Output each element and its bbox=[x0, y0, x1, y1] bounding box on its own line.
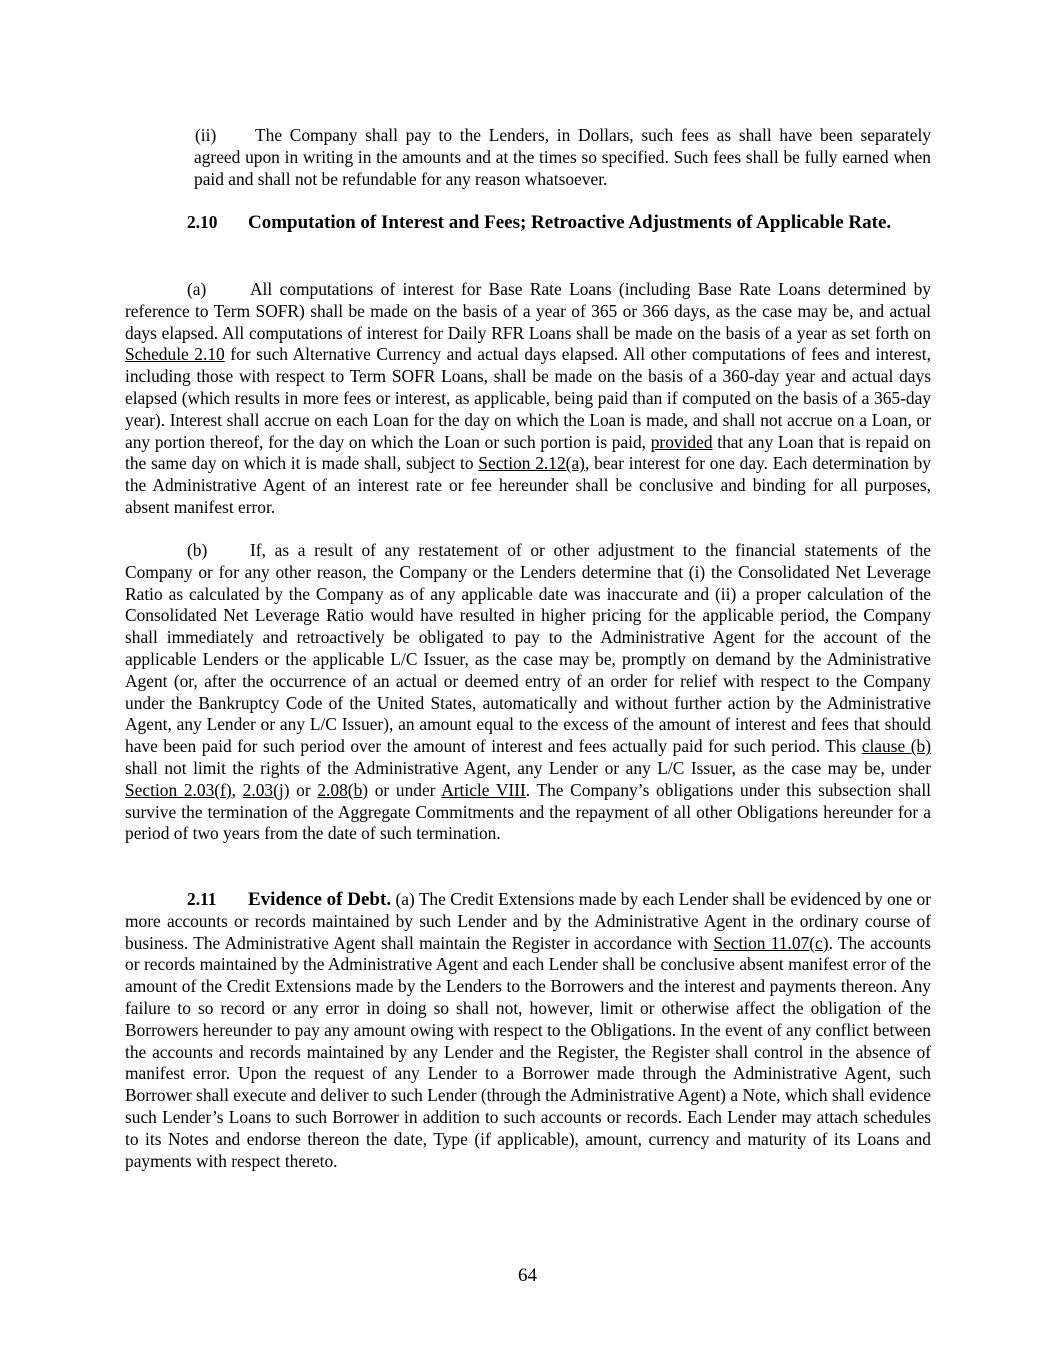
article-viii-reference: Article VIII bbox=[441, 779, 526, 800]
paragraph-a-text-4: , bear interest for one day. Each determination by the Administrative Agent of an interest rate or fee hereunder shall be conclusive and binding for all purposes, absent manifest error. bbox=[125, 453, 931, 517]
clause-b-reference: clause (b) bbox=[861, 736, 931, 757]
section-2-03f-reference: Section 2.03(f) bbox=[125, 779, 232, 800]
paragraph-b-text-1: If, as a result of any restatement of or other adjustment to the financial statements of the Company or for any other reason, the Company or the Lenders determine that (i) the Consolidated Net Leverage Ratio as calculated by the Company as of any applicable date was inaccurate and (ii) a proper calculation of the Consolidated Net Leverage Ratio would have resulted in higher pricing for the applicable period, the Company shall immediately and retroactively be obligated to pay to the Administrative Agent for the account of the applicable Lenders or the applicable L/C Issuer, as the case may be, promptly on demand by the Administrative Agent (or, after the occurrence of an actual or deemed entry of an order for relief with respect to the Company under the Bankruptcy Code of the United States, automatically and without further action by the Administrative Agent, any Lender or any L/C Issuer), an amount equal to the excess of the amount of interest and fees that should have been paid for such period over the amount of interest and fees actually paid for such period. This bbox=[125, 540, 931, 757]
section-2-10-number: 2.10 bbox=[187, 212, 218, 232]
section-2-11-text-1: (a) The Credit Extensions made by each Lender shall be evidenced by one or more accounts or records maintained by such Lender and by the Administrative Agent in the ordinary course of business. The Administrative Agent shall maintain the Register in accordance with bbox=[125, 889, 932, 953]
paragraph-b-text-2: shall not limit the rights of the Administrative Agent, any Lender or any L/C Issuer, as the case may be, under bbox=[125, 757, 931, 778]
subsection-ii-text: The Company shall pay to the Lenders, in Dollars, such fees as shall have been separately agreed upon in writing in the amounts and at the times so specified. Such fees shall be fully earned when paid and shall not be refundable for any reason whatsoever. bbox=[194, 125, 931, 189]
paragraph-b-text-5: or under bbox=[368, 779, 442, 800]
section-2-10-title: Computation of Interest and Fees; Retroactive Adjustments of Applicable Rate. bbox=[248, 212, 892, 233]
paragraph-b-label: (b) bbox=[187, 540, 208, 560]
paragraph-a-text-1: All computations of interest for Base Rate Loans (including Base Rate Loans determined by reference to Term SOFR) shall be made on the basis of a year of 365 or 366 days, as the case may be, and actual days elapsed. All computations of interest for Daily RFR Loans shall be made on the basis of a year as set forth on bbox=[125, 279, 931, 343]
section-2-11-paragraph bbox=[125, 889, 931, 1172]
section-2-11-number: 2.11 bbox=[187, 889, 217, 909]
section-2-11-text-2: . The accounts or records maintained by the Administrative Agent and each Lender shall be conclusive absent manifest error of the amount of the Credit Extensions made by the Lenders to the Borrowers and the interest and payments thereon. Any failure to so record or any error in doing so shall not, however, limit or otherwise affect the obligation of the Borrowers hereunder to pay any amount owing with respect to the Obligations. In the event of any conflict between the accounts and records maintained by any Lender and the Register, the Register shall control in the absence of manifest error. Upon the request of any Lender to a Borrower made through the Administrative Agent, such Borrower shall execute and deliver to such Lender (through the Administrative Agent) a Note, which shall evidence such Lender’s Loans to such Borrower in addition to such accounts or records. Each Lender may attach schedules to its Notes and endorse thereon the date, Type (if applicable), amount, currency and maturity of its Loans and payments with respect thereto. bbox=[125, 932, 932, 1171]
paragraph-b-text-6: . The Company’s obligations under this subsection shall survive the termination of the Aggregate Commitments and the repayment of all other Obligations hereunder for a period of two years from the date of such termination. bbox=[125, 779, 931, 844]
section-2-08b-reference: 2.08(b) bbox=[317, 779, 369, 800]
section-11-07c-reference: Section 11.07(c) bbox=[713, 932, 829, 953]
paragraph-a-label: (a) bbox=[187, 279, 207, 299]
paragraph-a-text-2: for such Alternative Currency and actual days elapsed. All other computations of fees and interest, including those with respect to Term SOFR Loans, shall be made on the basis of a 360-day year and actual days elapsed (which results in more fees or interest, as applicable, being paid than if computed on the basis of a 365-day year). Interest shall accrue on each Loan for the day on which the Loan is made, and shall not accrue on a Loan, or any portion thereof, for the day on which the Loan or such portion is paid, bbox=[125, 344, 931, 452]
paragraph-a-text-3: that any Loan that is repaid on the same day on which it is made shall, subject to bbox=[125, 431, 931, 474]
paragraph-b bbox=[125, 540, 931, 845]
paragraph-a bbox=[125, 279, 931, 519]
page-number: 64 bbox=[518, 1265, 537, 1286]
section-2-12a-reference: Section 2.12(a) bbox=[478, 453, 585, 474]
subsection-ii-label: (ii) bbox=[195, 125, 217, 145]
provided-term: provided bbox=[650, 431, 713, 452]
subsection-ii-paragraph bbox=[194, 125, 931, 190]
schedule-2-10-reference: Schedule 2.10 bbox=[125, 344, 225, 365]
section-2-11-title: Evidence of Debt. bbox=[248, 889, 392, 910]
section-2-10-heading bbox=[125, 211, 931, 234]
paragraph-b-text-4: or bbox=[289, 779, 318, 800]
paragraph-b-text-3: , bbox=[231, 779, 243, 800]
section-2-03j-reference: 2.03(j) bbox=[242, 779, 290, 800]
